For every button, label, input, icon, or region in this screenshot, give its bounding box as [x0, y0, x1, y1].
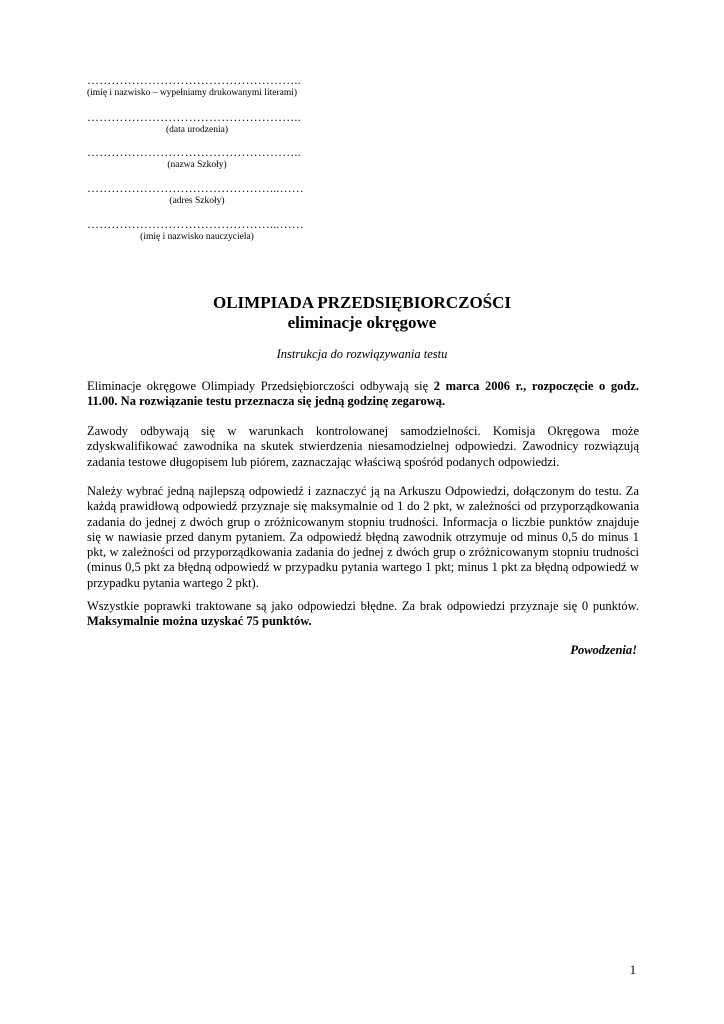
school-address-caption: (adres Szkoły): [169, 196, 225, 206]
teacher-name-dotted-line: ………………………………………...……: [87, 217, 304, 231]
page-number: 1: [629, 963, 636, 977]
birthdate-caption: (data urodzenia): [166, 125, 228, 135]
teacher-name-caption: (imię i nazwisko nauczyciela): [140, 232, 254, 242]
paragraph-scoring: Należy wybrać jedną najlepszą odpowiedź i zaznaczyć ją na Arkuszu Odpowiedzi, dołączonym do testu. Za każdą prawidłową odpowiedź przyznaje się maksymalnie od 1 do 2 pkt, w zależności od przyporządkowania zadania do jednej z dwóch grup o zróżnicowanym stopniu trudności. Informacja o liczbie punktów znajduje się w nawiasie przed danym pytaniem. Za odpowiedź błędną zawodnik otrzymuje od minus 0,5 do minus 1 pkt, w zależności od przyporządkowania zadania do jednej z dwóch grup o zróżnicowanym stopniu trudności (minus 0,5 pkt za błędną odpowiedź w przypadku pytania wartego 1 pkt; minus 1 pkt za błędną odpowiedź w przypadku pytania wartego 2 pkt).: [87, 484, 639, 590]
school-address-dotted-line: ………………………………………...……: [87, 181, 304, 195]
closing-greeting: Powodzenia!: [570, 643, 637, 657]
instruction-heading: Instrukcja do rozwiązywania testu: [276, 347, 448, 361]
birthdate-dotted-line: ……………………………………………..: [87, 110, 301, 124]
paragraph-corrections: [87, 599, 639, 630]
school-name-field: [87, 145, 307, 171]
paragraph-rules: Zawody odbywają się w warunkach kontrolowanej samodzielności. Komisja Okręgowa może zdyskwalifikować zawodnika na skutek stwierdzenia niesamodzielnej odpowiedzi. Zawodnicy rozwiązują zadania testowe długopisem lub piórem, zaznaczając właściwą spośród podanych odpowiedzi.: [87, 424, 639, 469]
name-caption: (imię i nazwisko – wypełniamy drukowanymi literami): [87, 88, 298, 98]
name-dotted-line: ……………………………………………..: [87, 73, 301, 87]
paragraph-corrections-text: Wszystkie poprawki traktowane są jako odpowiedzi błędne. Za brak odpowiedzi przyznaje się 0 punktów.: [87, 599, 639, 613]
school-name-dotted-line: ……………………………………………..: [87, 145, 301, 159]
paragraph-date-time-text: Eliminacje okręgowe Olimpiady Przedsiębiorczości odbywają się: [87, 379, 434, 393]
teacher-name-field: [87, 217, 307, 243]
paragraph-date-time: [87, 379, 639, 410]
name-field: [87, 73, 307, 99]
birthdate-field: [87, 110, 307, 136]
school-address-field: [87, 181, 307, 207]
document-subtitle: eliminacje okręgowe: [287, 313, 437, 332]
document-title: OLIMPIADA PRZEDSIĘBIORCZOŚCI: [212, 293, 512, 312]
school-name-caption: (nazwa Szkoły): [167, 160, 227, 170]
paragraph-corrections-bold: Maksymalnie można uzyskać 75 punktów.: [87, 614, 312, 629]
paragraph-date-time-bold: 2 marca 2006 r., rozpoczęcie o godz. 11.00. Na rozwiązanie testu przeznacza się jedną godzinę zegarową.: [87, 379, 639, 409]
